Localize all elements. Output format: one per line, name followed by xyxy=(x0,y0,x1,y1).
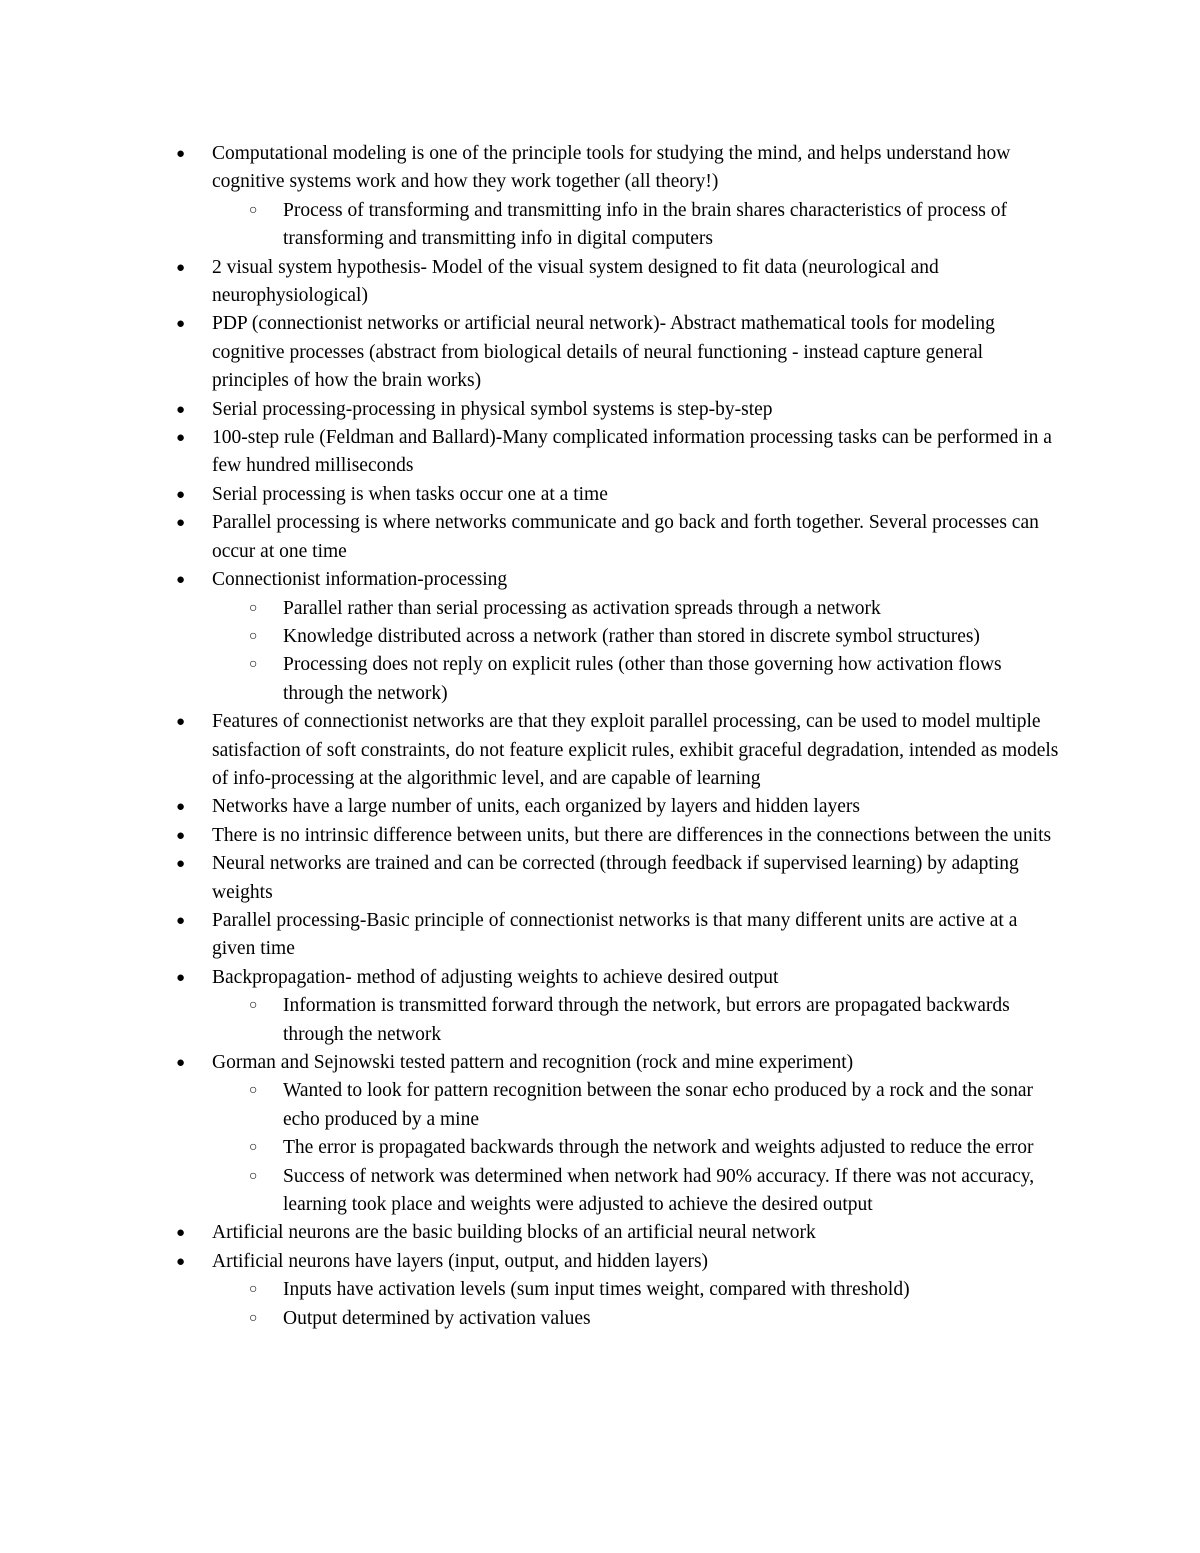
bullet-text: PDP (connectionist networks or artificial neural network)- Abstract mathematical tools for modeling cognitive processes (abstract from biological details of neural functioning - instead capture general principles of how the brain works) xyxy=(212,313,995,392)
hollow-circle-bullet-icon: ○ xyxy=(249,1310,258,1326)
bullet-text: 100-step rule (Feldman and Ballard)-Many complicated information processing tasks can be performed in a few hundred milliseconds xyxy=(212,427,1052,477)
bullet-item xyxy=(0,396,1062,424)
sub-bullet-item xyxy=(0,992,1063,1049)
bullet-text: Computational modeling is one of the principle tools for studying the mind, and helps understand how cognitive systems work and how they work together (all theory!) xyxy=(212,143,1011,193)
bullet-text: Knowledge distributed across a network (rather than stored in discrete symbol structures) xyxy=(283,625,980,647)
filled-circle-bullet-icon: ● xyxy=(176,572,186,589)
bullet-item xyxy=(0,850,1062,907)
bullet-text: Information is transmitted forward through the network, but errors are propagated backwards through the network xyxy=(283,995,1010,1045)
bullet-text: Parallel processing is where networks communicate and go back and forth together. Several processes can occur at one time xyxy=(212,512,1039,562)
bullet-text: Inputs have activation levels (sum input times weight, compared with threshold) xyxy=(283,1279,910,1301)
sub-bullet-item xyxy=(0,595,1063,623)
sub-bullet-item xyxy=(0,1305,1063,1333)
filled-circle-bullet-icon: ● xyxy=(176,1225,186,1242)
hollow-circle-bullet-icon: ○ xyxy=(249,1282,258,1298)
sub-bullet-item xyxy=(0,1276,1063,1304)
filled-circle-bullet-icon: ● xyxy=(176,401,186,418)
hollow-circle-bullet-icon: ○ xyxy=(249,1083,258,1099)
bullet-item xyxy=(0,793,1062,821)
bullet-item xyxy=(0,481,1062,509)
bullet-item xyxy=(0,964,1062,992)
bullet-text: There is no intrinsic difference between units, but there are differences in the connections between the units xyxy=(212,824,1052,846)
bullet-item xyxy=(0,708,1062,793)
filled-circle-bullet-icon: ● xyxy=(176,259,186,276)
sub-bullet-item xyxy=(0,623,1063,651)
bullet-item xyxy=(0,424,1062,481)
bullet-item xyxy=(0,566,1062,594)
hollow-circle-bullet-icon: ○ xyxy=(249,600,258,616)
hollow-circle-bullet-icon: ○ xyxy=(249,202,258,218)
bullet-text: Connectionist information-processing xyxy=(212,569,508,591)
sub-bullet-item xyxy=(0,197,1063,254)
hollow-circle-bullet-icon: ○ xyxy=(249,1140,258,1156)
bullet-text: Features of connectionist networks are that they exploit parallel processing, can be used to model multiple satisfaction of soft constraints, do not feature explicit rules, exhibit graceful degradation, intended as models of info-processing at the algorithmic level, and are capable of learning xyxy=(212,711,1059,789)
hollow-circle-bullet-icon: ○ xyxy=(249,1168,258,1184)
filled-circle-bullet-icon: ● xyxy=(176,799,186,816)
bullet-text: Gorman and Sejnowski tested pattern and recognition (rock and mine experiment) xyxy=(212,1052,854,1073)
filled-circle-bullet-icon: ● xyxy=(176,912,186,929)
bullet-text: Parallel processing-Basic principle of connectionist networks is that many different units are active at a given time xyxy=(212,909,1018,960)
filled-circle-bullet-icon: ● xyxy=(176,430,186,447)
sub-bullet-item xyxy=(0,1134,1063,1162)
bullet-text: Backpropagation- method of adjusting weights to achieve desired output xyxy=(212,966,779,988)
bullet-text: Networks have a large number of units, each organized by layers and hidden layers xyxy=(212,796,860,818)
bullet-item xyxy=(0,140,1062,197)
filled-circle-bullet-icon: ● xyxy=(176,146,186,162)
bullet-item xyxy=(0,254,1062,311)
sub-bullet-item xyxy=(0,1077,1063,1134)
filled-circle-bullet-icon: ● xyxy=(176,316,186,333)
filled-circle-bullet-icon: ● xyxy=(176,827,186,844)
filled-circle-bullet-icon: ● xyxy=(176,714,186,731)
bullet-text: Neural networks are trained and can be corrected (through feedback if supervised learning) by adapting weights xyxy=(212,853,1019,903)
bullet-text: Success of network was determined when network had 90% accuracy. If there was not accuracy, learning took place and weights were adjusted to achieve the desired output xyxy=(283,1165,1035,1216)
filled-circle-bullet-icon: ● xyxy=(176,515,186,532)
filled-circle-bullet-icon: ● xyxy=(176,856,186,873)
bullet-text: Parallel rather than serial processing as activation spreads through a network xyxy=(283,597,881,619)
filled-circle-bullet-icon: ● xyxy=(176,486,186,503)
bullet-item xyxy=(0,310,1062,395)
notes-bullet-list xyxy=(0,140,1200,1333)
bullet-text: Artificial neurons are the basic building blocks of an artificial neural network xyxy=(212,1222,816,1244)
filled-circle-bullet-icon: ● xyxy=(176,1253,186,1270)
bullet-text: Serial processing is when tasks occur one at a time xyxy=(212,483,608,505)
bullet-item xyxy=(0,1248,1062,1276)
bullet-text: Artificial neurons have layers (input, output, and hidden layers) xyxy=(212,1250,709,1272)
bullet-item xyxy=(0,509,1062,566)
bullet-text: 2 visual system hypothesis- Model of the visual system designed to fit data (neurological and neurophysiological) xyxy=(212,256,939,307)
bullet-text: Serial processing-processing in physical symbol systems is step-by-step xyxy=(212,398,773,420)
filled-circle-bullet-icon: ● xyxy=(176,1055,186,1071)
bullet-text: The error is propagated backwards through the network and weights adjusted to reduce the error xyxy=(283,1137,1034,1159)
bullet-item xyxy=(0,822,1062,850)
hollow-circle-bullet-icon: ○ xyxy=(249,998,258,1014)
bullet-text: Processing does not reply on explicit rules (other than those governing how activation flows through the network) xyxy=(283,654,1002,704)
hollow-circle-bullet-icon: ○ xyxy=(249,657,258,673)
bullet-item xyxy=(0,1049,1062,1077)
sub-bullet-item xyxy=(0,651,1063,708)
sub-bullet-item xyxy=(0,1163,1063,1220)
bullet-text: Process of transforming and transmitting info in the brain shares characteristics of process of transforming and transmitting info in digital computers xyxy=(283,199,1008,250)
hollow-circle-bullet-icon: ○ xyxy=(249,628,258,644)
bullet-item xyxy=(0,907,1062,964)
bullet-text: Output determined by activation values xyxy=(283,1307,591,1329)
bullet-text: Wanted to look for pattern recognition between the sonar echo produced by a rock and the sonar echo produced by a mine xyxy=(283,1080,1033,1130)
bullet-item xyxy=(0,1219,1062,1247)
filled-circle-bullet-icon: ● xyxy=(176,969,186,986)
